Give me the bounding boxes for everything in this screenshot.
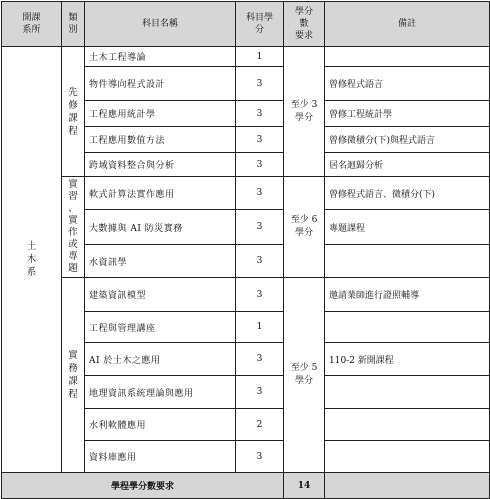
header-credits-line: 分 xyxy=(254,25,264,35)
course-note xyxy=(325,47,490,67)
course-note: 居名迴歸分析 xyxy=(325,153,490,177)
category-char: 專 xyxy=(68,251,78,262)
course-note: 曾修程式語言 xyxy=(325,67,490,101)
requirement-line: 至少 6 xyxy=(290,215,318,225)
table-row xyxy=(2,47,490,67)
requirement-line: 學分 xyxy=(294,228,313,238)
course-name: 地理資訊系統理論與應用 xyxy=(85,376,236,409)
header-credits xyxy=(236,2,284,47)
category-char: 實 xyxy=(68,215,78,226)
category-char: 或 xyxy=(68,239,78,250)
table-row xyxy=(2,177,490,210)
requirement-line: 學分 xyxy=(294,376,313,386)
course-name: 土木工程導論 xyxy=(85,47,236,67)
course-name: AI 於土木之應用 xyxy=(85,343,236,376)
header-required xyxy=(284,2,325,47)
course-credits: 3 xyxy=(236,177,284,210)
category-char: 程 xyxy=(68,125,78,137)
course-credits: 3 xyxy=(236,278,284,312)
header-note: 備註 xyxy=(325,2,490,47)
header-required-line: 數 xyxy=(299,19,309,29)
course-credits: 3 xyxy=(236,343,284,376)
header-credits-line: 科目學 xyxy=(245,13,273,23)
category-char: 課 xyxy=(68,112,78,124)
course-name: 建築資訊模型 xyxy=(85,278,236,312)
department-char: 系 xyxy=(26,267,37,278)
course-credits: 1 xyxy=(236,312,284,343)
course-name: 軟式計算法實作應用 xyxy=(85,177,236,210)
course-name: 跨域資料整合與分析 xyxy=(85,153,236,177)
header-department xyxy=(2,2,62,47)
course-credits: 3 xyxy=(236,101,284,127)
course-note xyxy=(325,245,490,278)
header-category-line: 類 xyxy=(68,13,78,23)
header-required-line: 學分 xyxy=(294,7,313,17)
category-char: 作 xyxy=(68,227,78,238)
category-char: 習 xyxy=(68,191,78,202)
category-char: 課 xyxy=(68,376,78,387)
course-credits: 3 xyxy=(236,376,284,409)
course-note xyxy=(325,376,490,409)
category-char: 實 xyxy=(68,350,78,361)
requirement-line: 學分 xyxy=(294,112,313,123)
requirement-cell xyxy=(284,177,325,278)
header-required-line: 要求 xyxy=(294,31,313,41)
total-row xyxy=(2,473,490,499)
course-name: 水資訊學 xyxy=(85,245,236,278)
course-credits: 3 xyxy=(236,210,284,245)
header-category-line: 別 xyxy=(68,25,78,35)
course-note: 邀請業師進行證照輔導 xyxy=(325,278,490,312)
department-char: 土 xyxy=(26,241,37,252)
course-note: 曾修程式語言、微積分(下) xyxy=(325,177,490,210)
header-department-line: 開課 xyxy=(22,13,41,23)
category-char: 務 xyxy=(68,363,78,374)
header-row xyxy=(2,2,490,47)
category-cell-practical xyxy=(62,278,85,473)
total-note-empty xyxy=(325,473,490,499)
total-value: 14 xyxy=(284,473,325,499)
header-category xyxy=(62,2,85,47)
category-cell-practicum xyxy=(62,177,85,278)
department-cell xyxy=(2,47,62,473)
course-note: 110-2 新開課程 xyxy=(325,343,490,376)
department-char: 木 xyxy=(26,254,37,265)
requirement-cell xyxy=(284,47,325,177)
table-row xyxy=(2,278,490,312)
course-note xyxy=(325,312,490,343)
course-name: 水利軟體應用 xyxy=(85,409,236,441)
course-note xyxy=(325,441,490,473)
category-char: 題 xyxy=(68,263,78,274)
course-credits: 3 xyxy=(236,245,284,278)
category-char: 先 xyxy=(68,86,78,98)
category-char: 程 xyxy=(68,389,78,400)
course-name: 工程應用數值方法 xyxy=(85,127,236,153)
total-label: 學程學分數要求 xyxy=(2,473,284,499)
course-credits: 3 xyxy=(236,441,284,473)
header-department-line: 系所 xyxy=(22,25,41,35)
category-char: 、 xyxy=(68,203,78,214)
course-note: 專題課程 xyxy=(325,210,490,245)
category-char: 修 xyxy=(68,99,78,111)
requirement-cell xyxy=(284,278,325,473)
header-course-name: 科目名稱 xyxy=(85,2,236,47)
course-note: 曾修工程統計學 xyxy=(325,101,490,127)
course-credits: 3 xyxy=(236,127,284,153)
course-name: 資料庫應用 xyxy=(85,441,236,473)
course-name: 工程應用統計學 xyxy=(85,101,236,127)
course-name: 大數據與 AI 防災實務 xyxy=(85,210,236,245)
course-table xyxy=(1,1,490,499)
course-note xyxy=(325,409,490,441)
course-credits: 1 xyxy=(236,47,284,67)
category-char: 實 xyxy=(68,179,78,190)
category-cell-prerequisite xyxy=(62,47,85,177)
course-credits: 3 xyxy=(236,153,284,177)
course-name: 工程與管理講座 xyxy=(85,312,236,343)
course-credits: 2 xyxy=(236,409,284,441)
course-name: 物件導向程式設計 xyxy=(85,67,236,101)
requirement-line: 至少 5 xyxy=(290,363,318,373)
course-note: 曾修微積分(下)與程式語言 xyxy=(325,127,490,153)
course-credits: 3 xyxy=(236,67,284,101)
requirement-line: 至少 3 xyxy=(290,99,318,110)
